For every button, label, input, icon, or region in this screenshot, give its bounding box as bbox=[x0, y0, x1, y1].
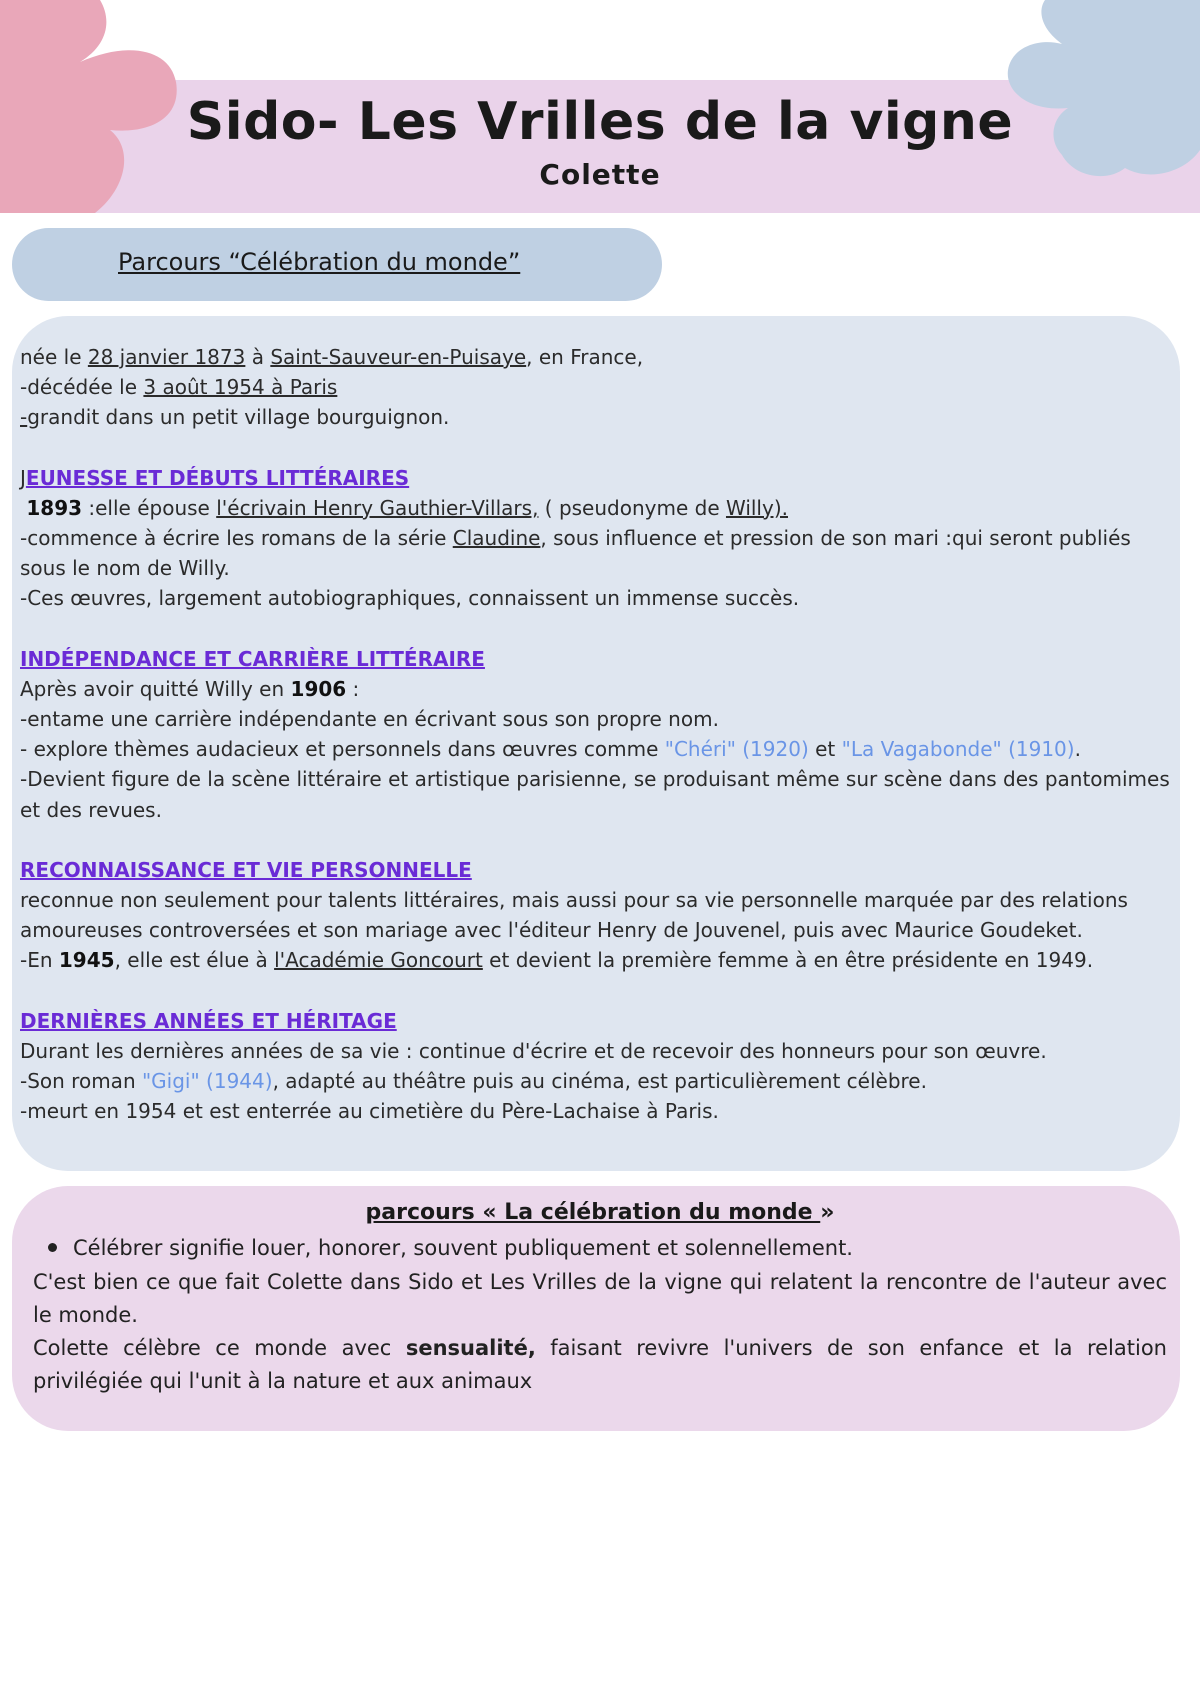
section-heading-dernieres: DERNIÈRES ANNÉES ET HÉRITAGE bbox=[20, 1008, 397, 1033]
celebration-bullet: Célébrer signifie louer, honorer, souvent publiquement et solennellement. bbox=[48, 1236, 853, 1260]
paragraph: Colette célèbre ce monde avec sensualité, faisant revivre l'univers de son enfance et la relation privilégiée qui l'unit à la nature et aux animaux bbox=[33, 1336, 1167, 1393]
parcours-banner bbox=[12, 228, 662, 301]
celebration-text bbox=[33, 1266, 1167, 1398]
paragraph: -meurt en 1954 et est enterrée au cimetière du Père-Lachaise à Paris. bbox=[20, 1099, 719, 1124]
paragraph: -entame une carrière indépendante en écrivant sous son propre nom. bbox=[20, 707, 719, 732]
page-title: Sido- Les Vrilles de la vigne bbox=[186, 92, 1014, 152]
paragraph: -En 1945, elle est élue à l'Académie Goncourt et devient la première femme à en être présidente en 1949. bbox=[20, 948, 1094, 973]
intro-line: -décédée le 3 août 1954 à Paris bbox=[20, 375, 338, 400]
paragraph: - explore thèmes audacieux et personnels dans œuvres comme "Chéri" (1920) et "La Vagabonde" (1910). bbox=[20, 737, 1081, 762]
intro-line: -grandit dans un petit village bourguignon. bbox=[20, 405, 450, 430]
section-heading-reconnaissance: RECONNAISSANCE ET VIE PERSONNELLE bbox=[20, 857, 472, 882]
paragraph: -Son roman "Gigi" (1944), adapté au théâtre puis au cinéma, est particulièrement célèbre. bbox=[20, 1069, 927, 1094]
paragraph: -Devient figure de la scène littéraire et artistique parisienne, se produisant même sur scène dans des pantomimes et des revues. bbox=[20, 767, 1170, 822]
biography-text bbox=[20, 342, 1180, 1126]
parcours-label: Parcours “Célébration du monde” bbox=[118, 248, 521, 276]
celebration-title: parcours « La célébration du monde » bbox=[365, 1200, 835, 1225]
section-heading-jeunesse: JEUNESSE ET DÉBUTS LITTÉRAIRES bbox=[20, 465, 410, 490]
paragraph: -commence à écrire les romans de la série Claudine, sous influence et pression de son mari :qui seront publiés sous le nom de Willy. bbox=[20, 526, 1131, 581]
paragraph: -Ces œuvres, largement autobiographiques, connaissent un immense succès. bbox=[20, 586, 800, 611]
intro-line: née le 28 janvier 1873 à Saint-Sauveur-en-Puisaye, en France, bbox=[20, 345, 644, 369]
paragraph: Après avoir quitté Willy en 1906 : bbox=[20, 676, 360, 701]
paragraph: Durant les dernières années de sa vie : continue d'écrire et de recevoir des honneurs pour son œuvre. bbox=[20, 1038, 1047, 1063]
paragraph: C'est bien ce que fait Colette dans Sido et Les Vrilles de la vigne qui relatent la rencontre de l'auteur avec le monde. bbox=[33, 1270, 1167, 1327]
section-heading-independance: INDÉPENDANCE ET CARRIÈRE LITTÉRAIRE bbox=[20, 646, 485, 671]
author-name: Colette bbox=[539, 158, 661, 191]
bullet-icon bbox=[48, 1243, 57, 1252]
paragraph: 1893 :elle épouse l'écrivain Henry Gauthier-Villars, ( pseudonyme de Willy). bbox=[26, 495, 788, 520]
paragraph: reconnue non seulement pour talents littéraires, mais aussi pour sa vie personnelle marquée par des relations amoureuses controversées et son mariage avec l'éditeur Henry de Jouvenel, puis avec Maurice Goudeket. bbox=[20, 888, 1128, 943]
